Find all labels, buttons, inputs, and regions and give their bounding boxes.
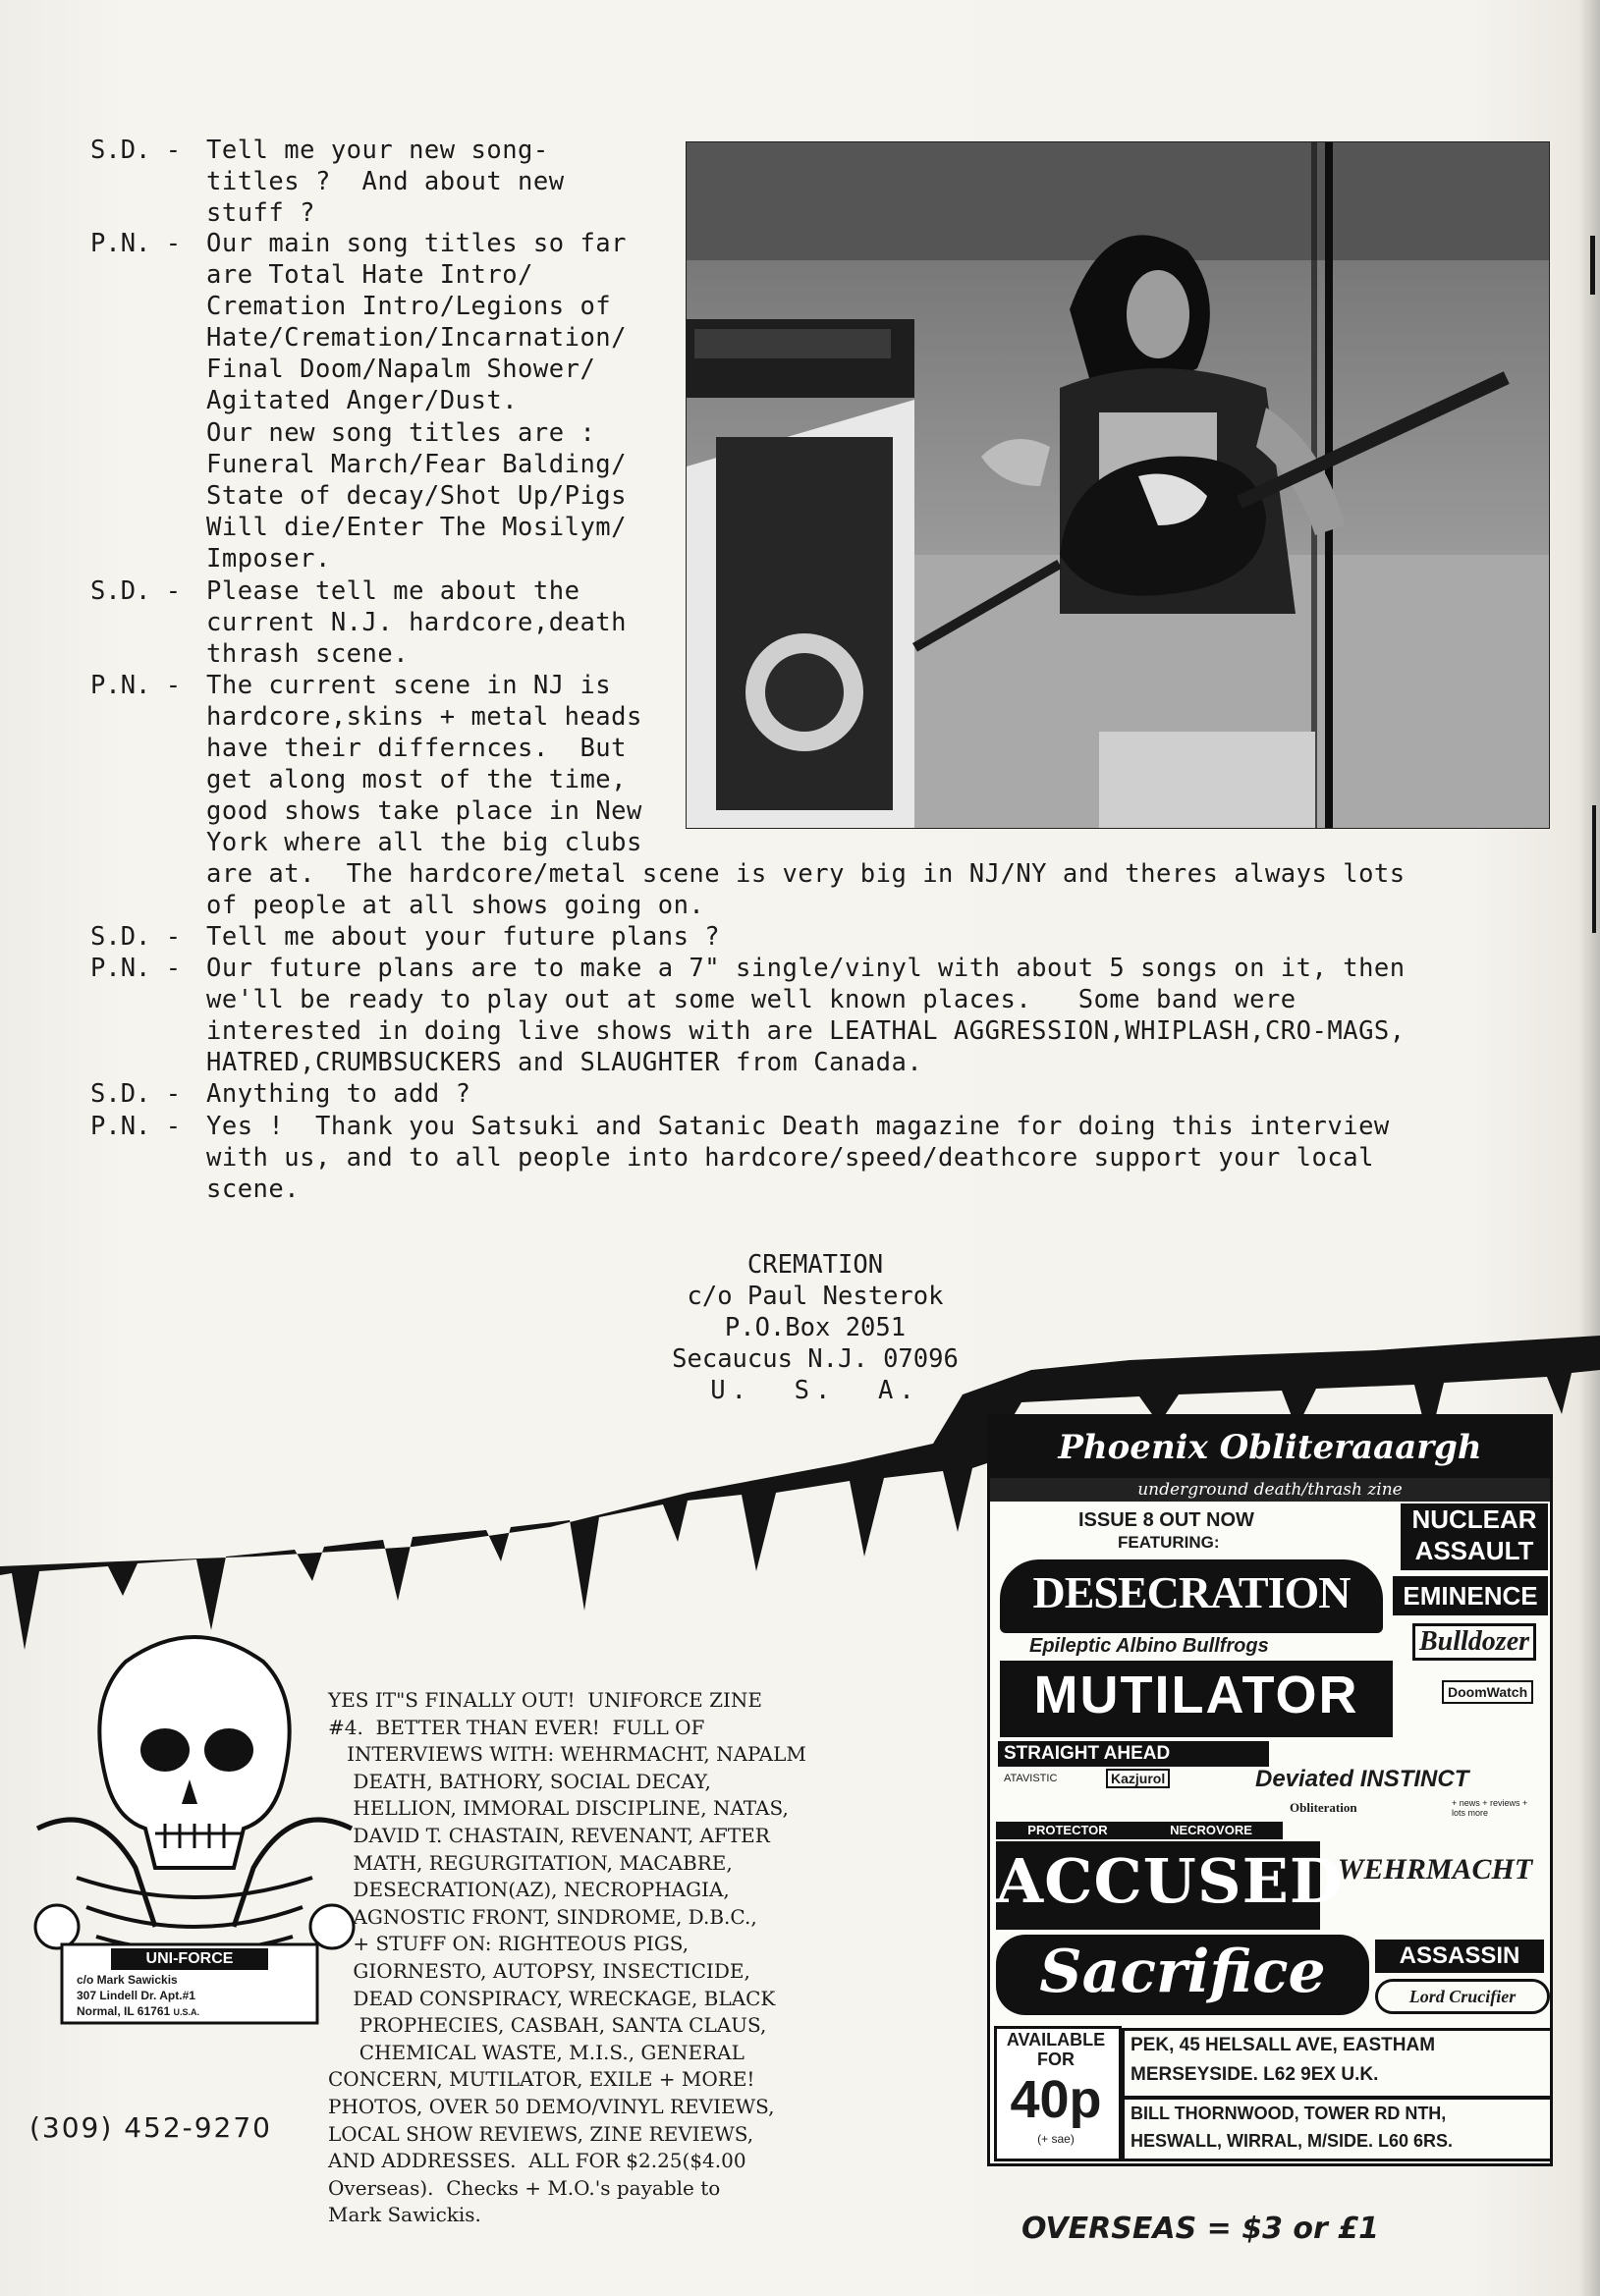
uniforce-line: 307 Lindell Dr. Apt.#1 [77, 1989, 195, 2002]
interview-line: Our new song titles are : [206, 418, 596, 448]
address-line: U. S. A. [710, 1376, 920, 1405]
uniforce-line: c/o Mark Sawickis [77, 1973, 178, 1987]
zine-line: HELLION, IMMORAL DISCIPLINE, NATAS, [328, 1796, 789, 1821]
interview-line: HATRED,CRUMBSUCKERS and SLAUGHTER from Canada. [206, 1048, 923, 1077]
band-epileptic-albino-bullfrogs: Epileptic Albino Bullfrogs [1029, 1635, 1269, 1657]
uniforce-city: Normal, IL 61761 [77, 2004, 171, 2018]
band-kazjurol: Kazjurol [1106, 1769, 1170, 1788]
interview-line: we'll be ready to play out at some well known places. Some band were [206, 985, 1297, 1014]
flyer-address-line: MERSEYSIDE. L62 9EX U.K. [1131, 2064, 1379, 2085]
zine-line: CHEMICAL WASTE, M.I.S., GENERAL [328, 2040, 745, 2064]
interview-line: Imposer. [206, 544, 331, 574]
address-line: Secaucus N.J. 07096 [672, 1344, 959, 1374]
band-atavistic: ATAVISTIC [1004, 1773, 1058, 1784]
interview-line: York where all the big clubs [206, 828, 642, 857]
flyer-featuring: FEATURING: [1118, 1533, 1220, 1552]
flyer-address-line: HESWALL, WIRRAL, M/SIDE. L60 6RS. [1131, 2131, 1454, 2151]
interview-line: thrash scene. [206, 639, 410, 669]
interview-line: with us, and to all people into hardcore/speed/deathcore support your local [206, 1143, 1374, 1173]
interview-line: The current scene in NJ is [206, 671, 612, 700]
interview-line: have their differnces. But [206, 734, 628, 763]
interview-line: are Total Hate Intro/ [206, 260, 533, 290]
uniforce-usa: U.S.A. [173, 2007, 200, 2017]
flyer-note: + news + reviews + lots more [1452, 1798, 1528, 1818]
zine-line: DAVID T. CHASTAIN, REVENANT, AFTER [328, 1823, 770, 1847]
speaker-label: S.D. - [90, 1079, 182, 1109]
interview-line: Our future plans are to make a 7" single/vinyl with about 5 songs on it, then [206, 954, 1406, 983]
zine-line: YES IT"S FINALLY OUT! UNIFORCE ZINE [328, 1688, 763, 1712]
zine-line: GIORNESTO, AUTOPSY, INSECTICIDE, [328, 1958, 750, 1983]
interview-line: Agitated Anger/Dust. [206, 386, 519, 415]
flyer-price: 40p [1010, 2070, 1102, 2129]
zine-line: PHOTOS, OVER 50 DEMO/VINYL REVIEWS, [328, 2094, 775, 2118]
zine-line: Overseas). Checks + M.O.'s payable to [328, 2175, 721, 2200]
band-assassin: ASSASSIN [1375, 1940, 1544, 1973]
interview-line: Hate/Cremation/Incarnation/ [206, 323, 628, 353]
interview-line: Will die/Enter The Mosilym/ [206, 513, 628, 542]
zine-line: CONCERN, MUTILATOR, EXILE + MORE! [328, 2067, 755, 2092]
band-straight-ahead: STRAIGHT AHEAD [998, 1741, 1269, 1767]
interview-line: Anything to add ? [206, 1079, 471, 1109]
interview-line: hardcore,skins + metal heads [206, 702, 642, 732]
speaker-label: S.D. - [90, 136, 182, 165]
speaker-label: P.N. - [90, 1112, 182, 1141]
band-doomwatch: DoomWatch [1442, 1680, 1533, 1704]
flyer-sae: (+ sae) [1037, 2132, 1075, 2146]
band-protector: PROTECTOR [996, 1822, 1139, 1839]
zine-flyer [987, 1414, 1553, 2166]
zine-line: MATH, REGURGITATION, MACABRE, [328, 1850, 733, 1875]
band-bulldozer: Bulldozer [1412, 1623, 1536, 1661]
flyer-title: Phoenix Obliteraaargh [990, 1417, 1550, 1478]
band-eminence: EMINENCE [1393, 1576, 1548, 1615]
interview-line: are at. The hardcore/metal scene is very big in NJ/NY and theres always lots [206, 859, 1406, 889]
speaker-label: S.D. - [90, 576, 182, 606]
interview-line: good shows take place in New [206, 796, 642, 826]
interview-line: Tell me about your future plans ? [206, 922, 721, 952]
interview-line: current N.J. hardcore,death [206, 608, 628, 637]
interview-line: Funeral March/Fear Balding/ [206, 450, 628, 479]
flyer-address-line: BILL THORNWOOD, TOWER RD NTH, [1131, 2104, 1447, 2123]
flyer-address-line: PEK, 45 HELSALL AVE, EASTHAM [1131, 2035, 1436, 2055]
flyer-address-1 [1122, 2028, 1553, 2099]
band-deviated-instinct: Deviated INSTINCT [1255, 1766, 1469, 1792]
interview-line: interested in doing live shows with are LEATHAL AGGRESSION,WHIPLASH,CRO-MAGS, [206, 1016, 1406, 1046]
address-line: CREMATION [746, 1250, 884, 1280]
flyer-address-2 [1122, 2097, 1553, 2161]
uniforce-address [77, 1972, 199, 2020]
speaker-label: P.N. - [90, 954, 182, 983]
zine-line: INTERVIEWS WITH: WEHRMACHT, NAPALM [328, 1742, 806, 1767]
zine-line: AGNOSTIC FRONT, SINDROME, D.B.C., [328, 1904, 757, 1929]
zine-line: DEATH, BATHORY, SOCIAL DECAY, [328, 1769, 711, 1793]
interview-line: scene. [206, 1175, 301, 1204]
band-sacrifice: Sacrifice [1039, 1938, 1326, 2006]
interview-line: Our main song titles so far [206, 229, 628, 258]
band-desecration: DESECRATION [1032, 1567, 1351, 1617]
interview-line: titles ? And about new [206, 167, 565, 196]
speaker-label: S.D. - [90, 922, 182, 952]
zine-line: LOCAL SHOW REVIEWS, ZINE REVIEWS, [328, 2121, 754, 2146]
band-accused: ACCUSED [996, 1845, 1344, 1917]
interview-line: State of decay/Shot Up/Pigs [206, 481, 628, 511]
band-nuclear-assault: NUCLEAR ASSAULT [1401, 1503, 1548, 1570]
zine-line: Mark Sawickis. [328, 2203, 481, 2227]
address-line: P.O.Box 2051 [724, 1313, 907, 1342]
interview-line: Yes ! Thank you Satsuki and Satanic Death magazine for doing this interview [206, 1112, 1390, 1141]
zine-line: DESECRATION(AZ), NECROPHAGIA, [328, 1878, 730, 1902]
interview-line: Tell me your new song- [206, 136, 549, 165]
interview-line: stuff ? [206, 198, 315, 228]
zine-line: + STUFF ON: RIGHTEOUS PIGS, [328, 1932, 690, 1956]
band-obliteration: Obliteration [1290, 1800, 1357, 1815]
overseas-price-note: OVERSEAS = $3 or £1 [1021, 2212, 1379, 2246]
interview-line: Cremation Intro/Legions of [206, 292, 612, 321]
uniforce-banner: UNI-FORCE [145, 1950, 234, 1967]
speaker-label: P.N. - [90, 671, 182, 700]
zine-line: #4. BETTER THAN EVER! FULL OF [328, 1715, 705, 1739]
interview-line: Final Doom/Napalm Shower/ [206, 355, 596, 384]
uniforce-zine-ad [328, 1687, 878, 2229]
band-wehrmacht: WEHRMACHT [1337, 1853, 1533, 1886]
band-mutilator: MUTILATOR [1033, 1666, 1359, 1724]
band-lord-crucifier: Lord Crucifier [1375, 1979, 1550, 2014]
interview-line: get along most of the time, [206, 765, 628, 794]
interview-line: Please tell me about the [206, 576, 580, 606]
phone-number: (309) 452-9270 [29, 2111, 272, 2144]
zine-line: DEAD CONSPIRACY, WRECKAGE, BLACK [328, 1986, 776, 2010]
zine-line: AND ADDRESSES. ALL FOR $2.25($4.00 [328, 2149, 746, 2173]
flyer-issue: ISSUE 8 OUT NOW [1078, 1509, 1254, 1531]
flyer-available: AVAILABLE FOR [1006, 2030, 1106, 2069]
uniforce-line [77, 2003, 199, 2020]
uniforce-ad [18, 1632, 371, 2025]
flyer-subtitle: underground death/thrash zine [990, 1478, 1550, 1502]
interview-line: of people at all shows going on. [206, 891, 705, 920]
address-line: c/o Paul Nesterok [687, 1282, 944, 1311]
speaker-label: P.N. - [90, 229, 182, 258]
band-necrovore: NECROVORE [1139, 1822, 1283, 1839]
zine-line: PROPHECIES, CASBAH, SANTA CLAUS, [328, 2013, 767, 2038]
